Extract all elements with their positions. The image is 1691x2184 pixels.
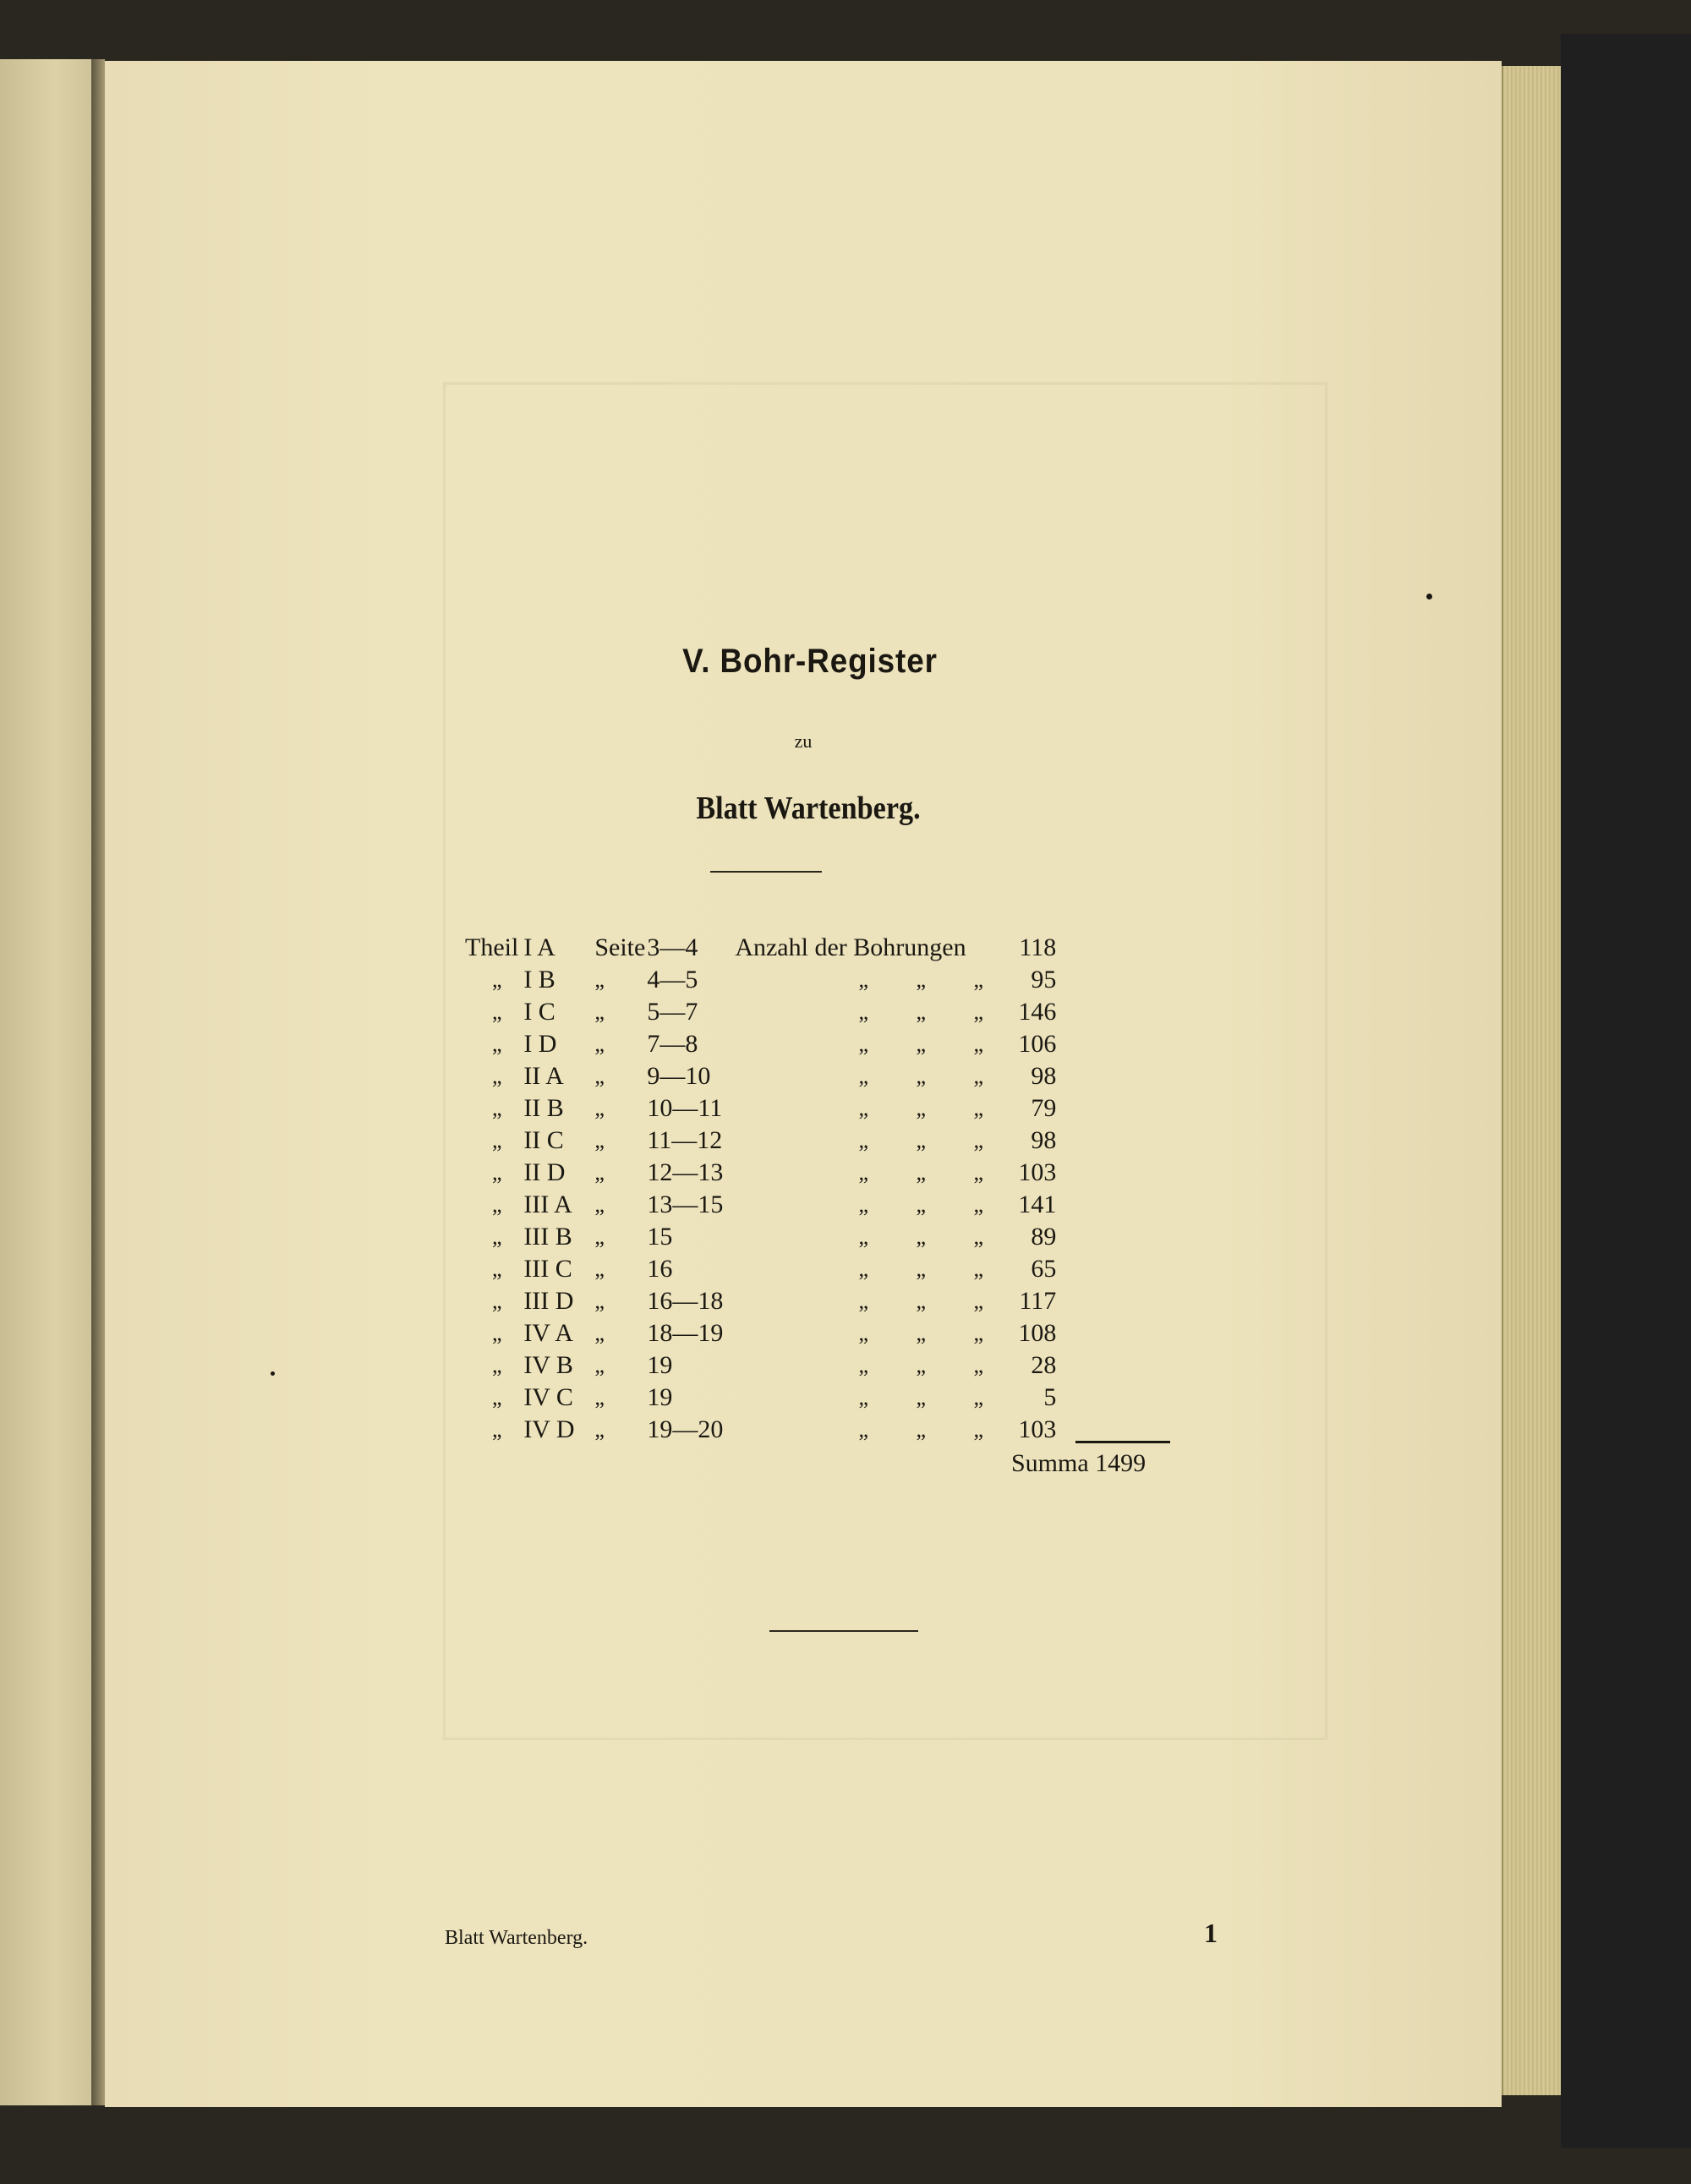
spacer-cell (735, 1413, 836, 1445)
ditto-cell: „ (973, 1256, 984, 1282)
page-range-cell: 9—10 (647, 1061, 711, 1090)
left-page-edge (0, 59, 93, 2105)
ditto-cell: „ (916, 1032, 927, 1057)
seite-cell: „ (594, 999, 605, 1025)
page-range-cell: 4—5 (647, 965, 698, 993)
ditto-cell: „ (916, 1256, 927, 1282)
page-title: V. Bohr-Register (682, 643, 938, 680)
spacer-cell (735, 1381, 836, 1413)
part-cell: I A (523, 933, 555, 962)
boring-count-cell: 108 (1018, 1318, 1057, 1347)
footer-sheet-name: Blatt Wartenberg. (445, 1927, 588, 1949)
page-range-cell: 19—20 (647, 1415, 724, 1443)
ditto-cell: „ (973, 967, 984, 993)
theil-cell: „ (492, 1256, 502, 1282)
seite-cell: „ (594, 1096, 605, 1121)
ditto-cell: „ (973, 1096, 984, 1121)
spacer-cell (735, 1092, 836, 1124)
table-row (465, 1220, 1056, 1252)
spacer-cell (735, 1027, 836, 1059)
page-range-cell: 16 (647, 1254, 673, 1283)
spacer-cell (735, 1252, 836, 1284)
boring-count-cell: 103 (1018, 1415, 1057, 1443)
seite-cell: „ (594, 1353, 605, 1378)
page-edges (1502, 66, 1562, 2095)
book-cover (1561, 34, 1691, 2148)
page-range-cell: 15 (647, 1222, 673, 1251)
ditto-cell: „ (858, 1064, 869, 1089)
seite-cell: „ (594, 1289, 605, 1314)
theil-cell: „ (492, 1160, 502, 1185)
ditto-cell: „ (916, 1289, 927, 1314)
part-cell: IV C (523, 1382, 573, 1411)
page-range-cell: 16—18 (647, 1286, 724, 1315)
theil-cell: „ (492, 967, 502, 993)
part-cell: III C (523, 1254, 572, 1283)
theil-cell: „ (492, 1096, 502, 1121)
table-row (465, 1381, 1056, 1413)
ditto-cell: „ (858, 1289, 869, 1314)
page-range-cell: 18—19 (647, 1318, 724, 1347)
spacer-cell (735, 963, 836, 995)
summa-total: Summa 1499 (1011, 1449, 1146, 1477)
ditto-cell: „ (858, 967, 869, 993)
seite-cell: „ (594, 1160, 605, 1185)
spacer-cell (735, 1188, 836, 1220)
spacer-cell (735, 1349, 836, 1381)
ditto-cell: „ (973, 1385, 984, 1410)
page-range-cell: 13—15 (647, 1190, 724, 1218)
seite-cell: „ (594, 1064, 605, 1089)
theil-cell: „ (492, 1321, 502, 1346)
seite-cell: Seite (594, 933, 646, 962)
table-row (465, 1413, 1056, 1445)
boring-count-cell: 103 (1018, 1158, 1057, 1186)
ditto-cell: „ (916, 1321, 927, 1346)
part-cell: I D (523, 1029, 557, 1058)
spacer-cell (735, 1124, 836, 1156)
page-range-cell: 5—7 (647, 997, 698, 1026)
theil-cell: „ (492, 1032, 502, 1057)
ditto-cell: „ (973, 1321, 984, 1346)
ditto-cell: „ (858, 1128, 869, 1153)
ditto-cell: „ (973, 1192, 984, 1218)
part-cell: III A (523, 1190, 572, 1218)
ditto-cell: „ (858, 999, 869, 1025)
part-cell: IV D (523, 1415, 575, 1443)
theil-cell: „ (492, 999, 502, 1025)
spacer-cell (735, 1284, 836, 1316)
book-gutter (91, 59, 105, 2105)
seite-cell: „ (594, 967, 605, 993)
table-row (465, 1027, 1056, 1059)
theil-cell: „ (492, 1128, 502, 1153)
part-cell: IV B (523, 1350, 573, 1379)
boring-count-cell: 28 (1031, 1350, 1057, 1379)
boring-count-cell: 65 (1031, 1254, 1057, 1283)
part-cell: I B (523, 965, 555, 993)
ditto-cell: „ (916, 1096, 927, 1121)
part-cell: II A (523, 1061, 564, 1090)
boring-count-cell: 5 (1043, 1382, 1057, 1411)
boring-count-cell: 89 (1031, 1222, 1057, 1251)
boring-count-cell: 95 (1031, 965, 1057, 993)
ditto-cell: „ (973, 1353, 984, 1378)
ditto-cell: „ (858, 1256, 869, 1282)
theil-cell: „ (492, 1064, 502, 1089)
part-cell: II B (523, 1093, 564, 1122)
page-range-cell: 19 (647, 1382, 673, 1411)
ditto-cell: „ (916, 1128, 927, 1153)
seite-cell: „ (594, 1192, 605, 1218)
ditto-cell: „ (973, 1128, 984, 1153)
table-row (465, 1284, 1056, 1316)
page-range-cell: 10—11 (647, 1093, 723, 1122)
boring-count-cell: 79 (1031, 1093, 1057, 1122)
ditto-cell: „ (916, 1417, 927, 1442)
table-row (465, 1124, 1056, 1156)
ditto-cell: „ (858, 1353, 869, 1378)
ditto-cell: „ (916, 1160, 927, 1185)
table-row (465, 932, 1056, 963)
spacer-cell (735, 1156, 836, 1188)
ditto-cell: „ (916, 999, 927, 1025)
table-row (465, 1059, 1056, 1092)
page-range-cell: 7—8 (647, 1029, 698, 1058)
seite-cell: „ (594, 1256, 605, 1282)
seite-cell: „ (594, 1417, 605, 1442)
ditto-cell: „ (858, 1032, 869, 1057)
part-cell: II C (523, 1125, 564, 1154)
table-row (465, 1316, 1056, 1349)
ditto-cell: „ (916, 1224, 927, 1250)
table-row (465, 1349, 1056, 1381)
ditto-cell: „ (916, 1353, 927, 1378)
theil-cell: „ (492, 1289, 502, 1314)
part-cell: I C (523, 997, 555, 1026)
page-range-cell: 12—13 (647, 1158, 724, 1186)
boring-count-cell: 146 (1018, 997, 1057, 1026)
ditto-cell: „ (973, 1417, 984, 1442)
table-row (465, 1188, 1056, 1220)
ditto-cell: „ (973, 1224, 984, 1250)
boring-count-cell: 98 (1031, 1061, 1057, 1090)
ditto-cell: „ (858, 1096, 869, 1121)
ditto-cell: „ (973, 1160, 984, 1185)
boring-count-cell: 117 (1019, 1286, 1057, 1315)
table-row (465, 963, 1056, 995)
theil-cell: „ (492, 1417, 502, 1442)
spacer-cell (735, 995, 836, 1027)
ditto-cell: „ (858, 1160, 869, 1185)
table-row (465, 995, 1056, 1027)
theil-cell: „ (492, 1224, 502, 1250)
boring-count-cell: 98 (1031, 1125, 1057, 1154)
anzahl-label-cell: Anzahl der Bohrungen (735, 933, 966, 962)
boring-count-cell: 118 (1019, 933, 1057, 962)
table-row (465, 1156, 1056, 1188)
title-connector: zu (794, 731, 813, 752)
page-range-cell: 3—4 (647, 933, 698, 962)
spacer-cell (735, 1316, 836, 1349)
ditto-cell: „ (858, 1192, 869, 1218)
seite-cell: „ (594, 1224, 605, 1250)
page-subtitle: Blatt Wartenberg. (696, 791, 921, 826)
page-range-cell: 11—12 (647, 1125, 723, 1154)
ditto-cell: „ (916, 1192, 927, 1218)
part-cell: III D (523, 1286, 574, 1315)
spacer-cell (735, 1059, 836, 1092)
ditto-cell: „ (858, 1321, 869, 1346)
theil-cell: „ (492, 1353, 502, 1378)
theil-cell: „ (492, 1192, 502, 1218)
theil-cell: Theil (465, 933, 519, 962)
seite-cell: „ (594, 1032, 605, 1057)
paper-speck (1426, 594, 1432, 599)
ditto-cell: „ (973, 1064, 984, 1089)
part-cell: III B (523, 1222, 572, 1251)
table-row (465, 1252, 1056, 1284)
sum-rule (1075, 1441, 1170, 1443)
ditto-cell: „ (858, 1224, 869, 1250)
closing-divider (769, 1630, 918, 1632)
theil-cell: „ (492, 1385, 502, 1410)
page-number: 1 (1204, 1918, 1218, 1948)
ditto-cell: „ (916, 967, 927, 993)
ditto-cell: „ (973, 1289, 984, 1314)
seite-cell: „ (594, 1385, 605, 1410)
ditto-cell: „ (916, 1064, 927, 1089)
ditto-cell: „ (973, 1032, 984, 1057)
part-cell: II D (523, 1158, 566, 1186)
table-row (465, 1092, 1056, 1124)
ditto-cell: „ (858, 1385, 869, 1410)
book-page (105, 61, 1502, 2107)
seite-cell: „ (594, 1128, 605, 1153)
ditto-cell: „ (916, 1385, 927, 1410)
boring-count-cell: 106 (1018, 1029, 1057, 1058)
bohr-register-table (465, 932, 1056, 1445)
paper-speck (271, 1371, 275, 1376)
seite-cell: „ (594, 1321, 605, 1346)
title-divider (710, 871, 822, 873)
ditto-cell: „ (858, 1417, 869, 1442)
page-range-cell: 19 (647, 1350, 673, 1379)
spacer-cell (735, 1220, 836, 1252)
part-cell: IV A (523, 1318, 573, 1347)
ditto-cell: „ (973, 999, 984, 1025)
boring-count-cell: 141 (1018, 1190, 1057, 1218)
